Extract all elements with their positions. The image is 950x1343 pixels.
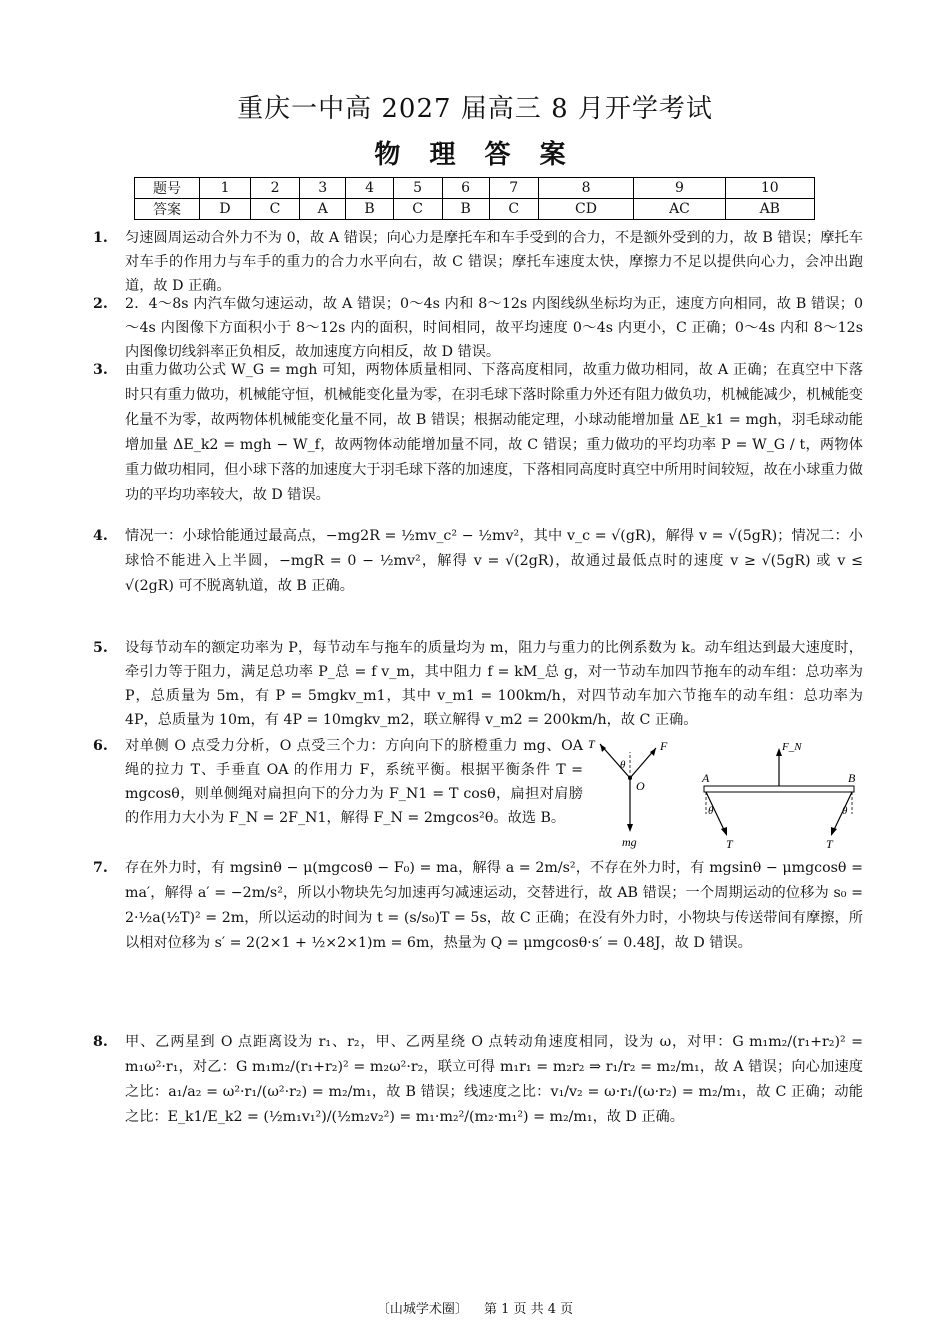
question-number: 6	[442, 178, 489, 199]
page-title: 重庆一中高 2027 届高三 8 月开学考试	[237, 94, 713, 124]
item-text: 情况一：小球恰能通过最高点，−mg2R = ½mv_c² − ½mv²，其中 v_c = √(gR)，解得 v = √(5gR)；情况二：小球恰不能进入上半圆，−mgR = 0 − ½mv²，解得 v = √(2gR)，故通过最低点时的速度 v ≥ √(5gR) 或 v ≤ √(2gR) 可不脱离轨道，故 B 正确。	[125, 528, 863, 594]
answer-cell: B	[442, 199, 489, 220]
solution-item-8	[93, 1030, 863, 1130]
question-number: 10	[725, 178, 814, 199]
item-text: 由重力做功公式 W_G = mgh 可知，两物体质量相同、下落高度相同，故重力做功相同，故 A 正确；在真空中下落时只有重力做功，机械能守恒，机械能变化量为零，在羽毛球下落时除重力外还有阻力做负功，机械能减少，机械能变化量不为零，故两物体机械能变化量不同，故 B 错误；根据动能定理，小球动能增加量 ΔE_k1 = mgh，羽毛球动能增加量 ΔE_k2 = mgh − W_f，故两物体动能增加量不同，故 C 错误；重力做功的平均功率 P = W_G / t，两物体重力做功相同，但小球下落的加速度大于羽毛球下落的加速度，下落相同高度时真空中所用时间较短，故在小球重力做功的平均功率较大，故 D 错误。	[125, 362, 863, 503]
item-number: 6.	[93, 738, 108, 754]
answer-cell: D	[200, 199, 251, 220]
answer-table-answer-row	[135, 199, 815, 220]
label-f: F	[660, 739, 668, 753]
item-text: 存在外力时，有 mgsinθ − μ(mgcosθ − F₀) = ma，解得 a = 2m/s²，不存在外力时，有 mgsinθ − μmgcosθ = ma′，解得 a′ = −2m/s²，所以小物块先匀加速再匀减速运动，交替进行，故 AB 错误；一个周期运动的位移为 s₀ = 2·½a(½T)² = 2m，所以运动的时间为 t = (s/s₀)T = 5s，故 C 正确；在没有外力时，小物块与传送带间有摩擦，所以相对位移为 s′ = 2(2×1 + ½×2×1)m = 6m，热量为 Q = μmgcosθ·s′ = 0.48J，故 D 错误。	[125, 860, 863, 951]
answer-cell: CD	[538, 199, 634, 220]
question-number: 9	[634, 178, 725, 199]
answer-cell: C	[251, 199, 300, 220]
item-number: 8.	[93, 1034, 108, 1050]
solution-item-7	[93, 856, 863, 956]
answer-cell: C	[393, 199, 442, 220]
question-number: 8	[538, 178, 634, 199]
item-number: 1.	[93, 230, 108, 246]
question-number: 1	[200, 178, 251, 199]
solution-item-5	[93, 636, 863, 732]
solution-item-6	[93, 734, 583, 830]
label-a: A	[702, 771, 710, 785]
force-diagram	[578, 738, 868, 853]
question-number: 7	[489, 178, 538, 199]
label-b: B	[848, 771, 856, 785]
answer-table-number-row	[135, 178, 815, 199]
item-number: 5.	[93, 640, 108, 656]
label-t-right: T	[826, 837, 833, 851]
question-number: 4	[346, 178, 393, 199]
item-text: 对单侧 O 点受力分析，O 点受三个力：方向向下的脐橙重力 mg、OA 绳的拉力 T、手垂直 OA 的作用力 F，系统平衡。根据平衡条件 T = mgcosθ，则单侧绳对扁担向下的分力为 F_N1 = T cosθ，扁担对肩膀的作用力大小为 F_N = 2F_N1，解得 F_N = 2mgcos²θ。故选 B。	[125, 738, 583, 826]
label-mg: mg	[622, 835, 637, 849]
item-text: 2．4～8s 内汽车做匀速运动，故 A 错误；0～4s 内和 8～12s 内图线纵坐标均为正，速度方向相同，故 B 错误；0～4s 内图像下方面积小于 8～12s 内的面积，时间相同，故平均速度 0～4s 内更小，C 正确；0～4s 内和 8～12s 内图像切线斜率正负相反，故加速度方向相反，故 D 错误。	[125, 296, 863, 360]
item-text: 匀速圆周运动合外力不为 0，故 A 错误；向心力是摩托车和车手受到的合力，不是额外受到的力，故 B 错误；摩托车对车手的作用力与车手的重力的合力水平向右，故 C 错误；摩托车速度太快，摩擦力不足以提供向心力，会冲出跑道，故 D 正确。	[125, 230, 863, 294]
solution-item-1	[93, 226, 863, 298]
label-t-left: T	[726, 837, 733, 851]
item-number: 2.	[93, 296, 108, 312]
item-text: 设每节动车的额定功率为 P，每节动车与拖车的质量均为 m，阻力与重力的比例系数为 k。动车组达到最大速度时，牵引力等于阻力，满足总功率 P_总 = f v_m，其中阻力 f = kM_总 g，对一节动车加四节拖车的动车组：总功率为 P，总质量为 5m，有 P = 5mgkv_m1，其中 v_m1 = 100km/h，对四节动车加六节拖车的动车组：总功率为 4P，总质量为 10m，有 4P = 10mgkv_m2，联立解得 v_m2 = 200km/h，故 C 正确。	[125, 640, 863, 728]
label-theta-a: θ	[708, 805, 714, 817]
page-footer	[0, 1298, 950, 1317]
label-theta: θ	[620, 759, 626, 771]
label-theta-b: θ	[842, 805, 848, 817]
solution-item-3	[93, 358, 863, 508]
answer-cell: AC	[634, 199, 725, 220]
shoulder-pole-diagram	[701, 741, 856, 851]
o-point-force-diagram	[588, 738, 668, 849]
answer-cell: A	[300, 199, 346, 220]
question-number: 5	[393, 178, 442, 199]
question-number: 3	[300, 178, 346, 199]
answer-cell: B	[346, 199, 393, 220]
item-text: 甲、乙两星到 O 点距离设为 r₁、r₂，甲、乙两星绕 O 点转动角速度相同，设为 ω，对甲：G m₁m₂/(r₁+r₂)² = m₁ω²·r₁，对乙：G m₁m₂/(r₁+r₂)² = m₂ω²·r₂，联立可得 m₁r₁ = m₂r₂ ⇒ r₁/r₂ = m₂/m₁，故 A 错误；向心加速度之比：a₁/a₂ = ω²·r₁/(ω²·r₂) = m₂/m₁，故 B 错误；线速度之比：v₁/v₂ = ω·r₁/(ω·r₂) = m₂/m₁，故 C 正确；动能之比：E_k1/E_k2 = (½m₁v₁²)/(½m₂v₂²) = m₁·m₂²/(m₂·m₁²) = m₂/m₁，故 D 正确。	[125, 1034, 863, 1125]
answer-cell: AB	[725, 199, 814, 220]
item-number: 3.	[93, 362, 108, 378]
footer-source: 〔山城学术圈〕	[376, 1302, 468, 1317]
answer-table	[134, 177, 815, 220]
number-row-label: 题号	[135, 178, 200, 199]
label-o: O	[636, 779, 645, 793]
item-number: 7.	[93, 860, 108, 876]
label-fn: F_N	[782, 741, 802, 753]
item-number: 4.	[93, 528, 108, 544]
solution-item-2	[93, 292, 863, 364]
solution-item-4	[93, 524, 863, 599]
answer-cell: C	[489, 199, 538, 220]
footer-page-number: 第 1 页 共 4 页	[483, 1302, 574, 1317]
label-t: T	[588, 738, 595, 751]
question-number: 2	[251, 178, 300, 199]
page-subtitle: 物 理 答 案	[374, 140, 576, 170]
answer-row-label: 答案	[135, 199, 200, 220]
